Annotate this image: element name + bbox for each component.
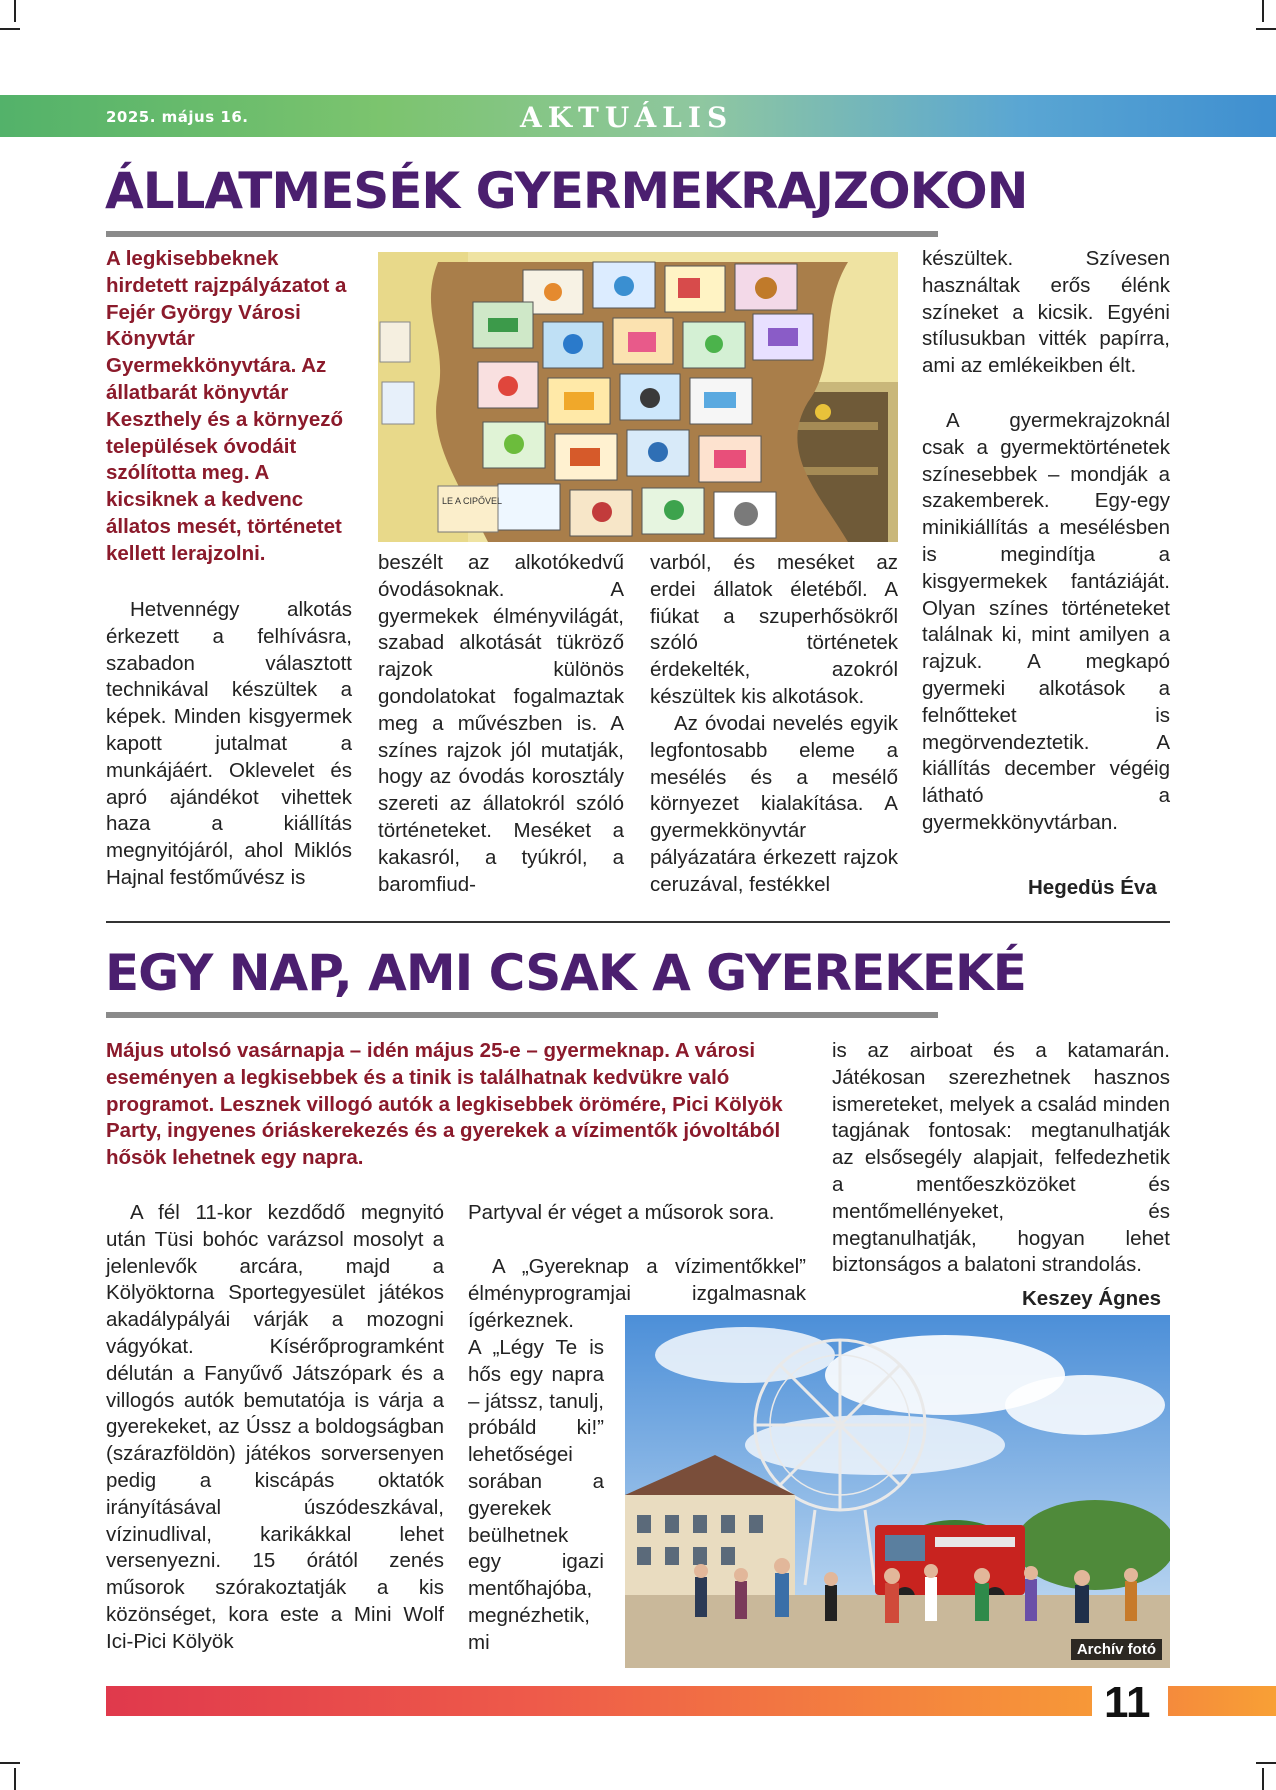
article1-author: Hegedüs Éva [1028,876,1157,899]
article2-author: Keszey Ágnes [1022,1287,1162,1310]
page-number: 11 [1104,1678,1151,1727]
article1-col4-p2: A gyermekrajzoknál csak a gyermektörténetek színesebbek – mondják a szakemberek. Egy-egy minikiállítás a mesélésben is megindítja a kisgyermekek fantáziáját. Olyan színes történeteket találnak ki, mint amilyen a rajzuk. A megkapó gyermeki alkotások a felnőtteket is megörvendeztetik. A kiállítás december végéig látható a gyermekkönyvtárban. [922,409,1170,834]
article1-headline: ÁLLATMESÉK GYERMEKRAJZOKON [105,162,1028,220]
crop-mark [1256,28,1276,30]
article2-col2-p2: A „Gyereknap a vízimentőkkel” élményprogramjai izgalmasnak ígérkeznek. [468,1255,806,1332]
article1-col3-p2: Az óvodai nevelés egyik legfontosabb eleme a mesélés és a mesélő környezet kialakítása. A gyermekkönyvtár pályázatára érkezett rajzok ceruzával, festékkel [650,712,898,896]
childrens-day-photo [625,1315,1170,1668]
crop-mark [1262,0,1264,22]
crop-mark [0,28,20,30]
article2-col2-p1: Partyval ér véget a műsorok sora. [468,1201,775,1224]
article2-col2-p3: A „Légy Te is hős egy napra – játssz, tanulj, próbáld ki!” lehetőségei sorában a gyerekek beülhetnek egy igazi mentőhajóba, megnézhetik, mi [468,1336,604,1654]
headline-underline [106,231,938,237]
crop-mark [14,1768,16,1790]
headline-underline [106,1012,938,1018]
article1-col1: Hetvennégy alkotás érkezett a felhívásra, szabadon választott technikával készültek a képek. Minden kisgyermek kapott jutalmat a munkájáért. Oklevelet és apró ajándékot vihettek haza a kiállítás megnyitójáról, ahol Miklós Hajnal festőművész is [106,598,352,889]
crop-mark [14,0,16,22]
section-title: AKTUÁLIS [520,101,734,134]
footer-band [106,1686,1170,1716]
footer-band-right [1166,1686,1276,1716]
article1-lead: A legkisebbeknek hirdetett rajzpályázatot a Fejér György Városi Könyvtár Gyermekkönyvtára. Az állatbarát könyvtár Keszthely és a környező települések óvodáit szólította meg. A kicsiknek a kedvenc állatos mesét, történetet kellett lerajzolni. [106,247,347,565]
article2-col3: is az airboat és a katamarán. Játékosan szerezhetnek hasznos ismereteket, melyek a család minden tagjának fontosak: megtanulhatják az elsősegély alapjait, felfedezhetik a mentőeszközöket és mentőmellényeket, és megtanulhatják, hogyan lehet biztonságos a balatoni strandolás. [832,1039,1170,1277]
article1-col3-p1: varból, és meséket az erdei állatok életéből. A fiúkat a szuperhősökről szóló történetek érdekelték, azokról készültek kis alkotások. [650,551,898,708]
drawings-exhibit-photo [378,252,898,542]
article-divider [106,921,1170,923]
photo-sign-text: LE A CIPŐVEL [442,496,503,506]
photo-caption: Archív fotó [1071,1639,1162,1660]
article2-col1: A fél 11-kor kezdődő megnyitó után Tüsi bohóc varázsol mosolyt a jelenlevők arcára, majd a Kölyöktorna Sportegyesület játékos akadálypályái várják a mozogni vágyókat. Kísérőprogramként délután a Fanyűvő Játszópark és a villogós autók bemutatója is várja a gyerekeket, az Ússz a boldogságban (szárazföldön) játékos sorversenyen pedig a kiscápás oktatók irányításával úszódeszkával, vízinudlival, karikákkal lehet versenyezni. 15 órától zenés műsorok szórakoztatják a kis közönséget, kora este a Mini Wolf Ici-Pici Kölyök [106,1201,444,1653]
issue-date: 2025. május 16. [106,108,249,126]
crop-mark [0,1762,20,1764]
crop-mark [1256,1762,1276,1764]
article1-col4-p1: készültek. Szívesen használtak erős élénk színeket a kicsik. Egyéni stílusukban vitték papírra, ami az emlékeikben élt. [922,247,1170,378]
article2-lead: Május utolsó vasárnapja – idén május 25-e – gyermeknap. A városi eseményen a legkisebbek és a tinik is találhatnak kedvükre való programot. Lesznek villogó autók a legkisebbek örömére, Pici Kölyök Party, ingyenes óriáskerekezés és a gyerekek a vízimentők jóvoltából hősök lehetnek egy napra. [106,1039,783,1170]
article1-col2: beszélt az alkotókedvű óvodásoknak. A gyermekek élményvilágát, szabad alkotását tükröző rajzok különös gondolatokat fogalmaztak meg a művészben is. A színes rajzok jól mutatják, hogy az óvodás korosztály szereti az állatokról szóló történeteket. Meséket a kakasról, a tyúkról, a baromfiud- [378,551,624,896]
article2-headline: EGY NAP, AMI CSAK A GYEREKEKÉ [105,944,1026,1002]
crop-mark [1262,1768,1264,1790]
